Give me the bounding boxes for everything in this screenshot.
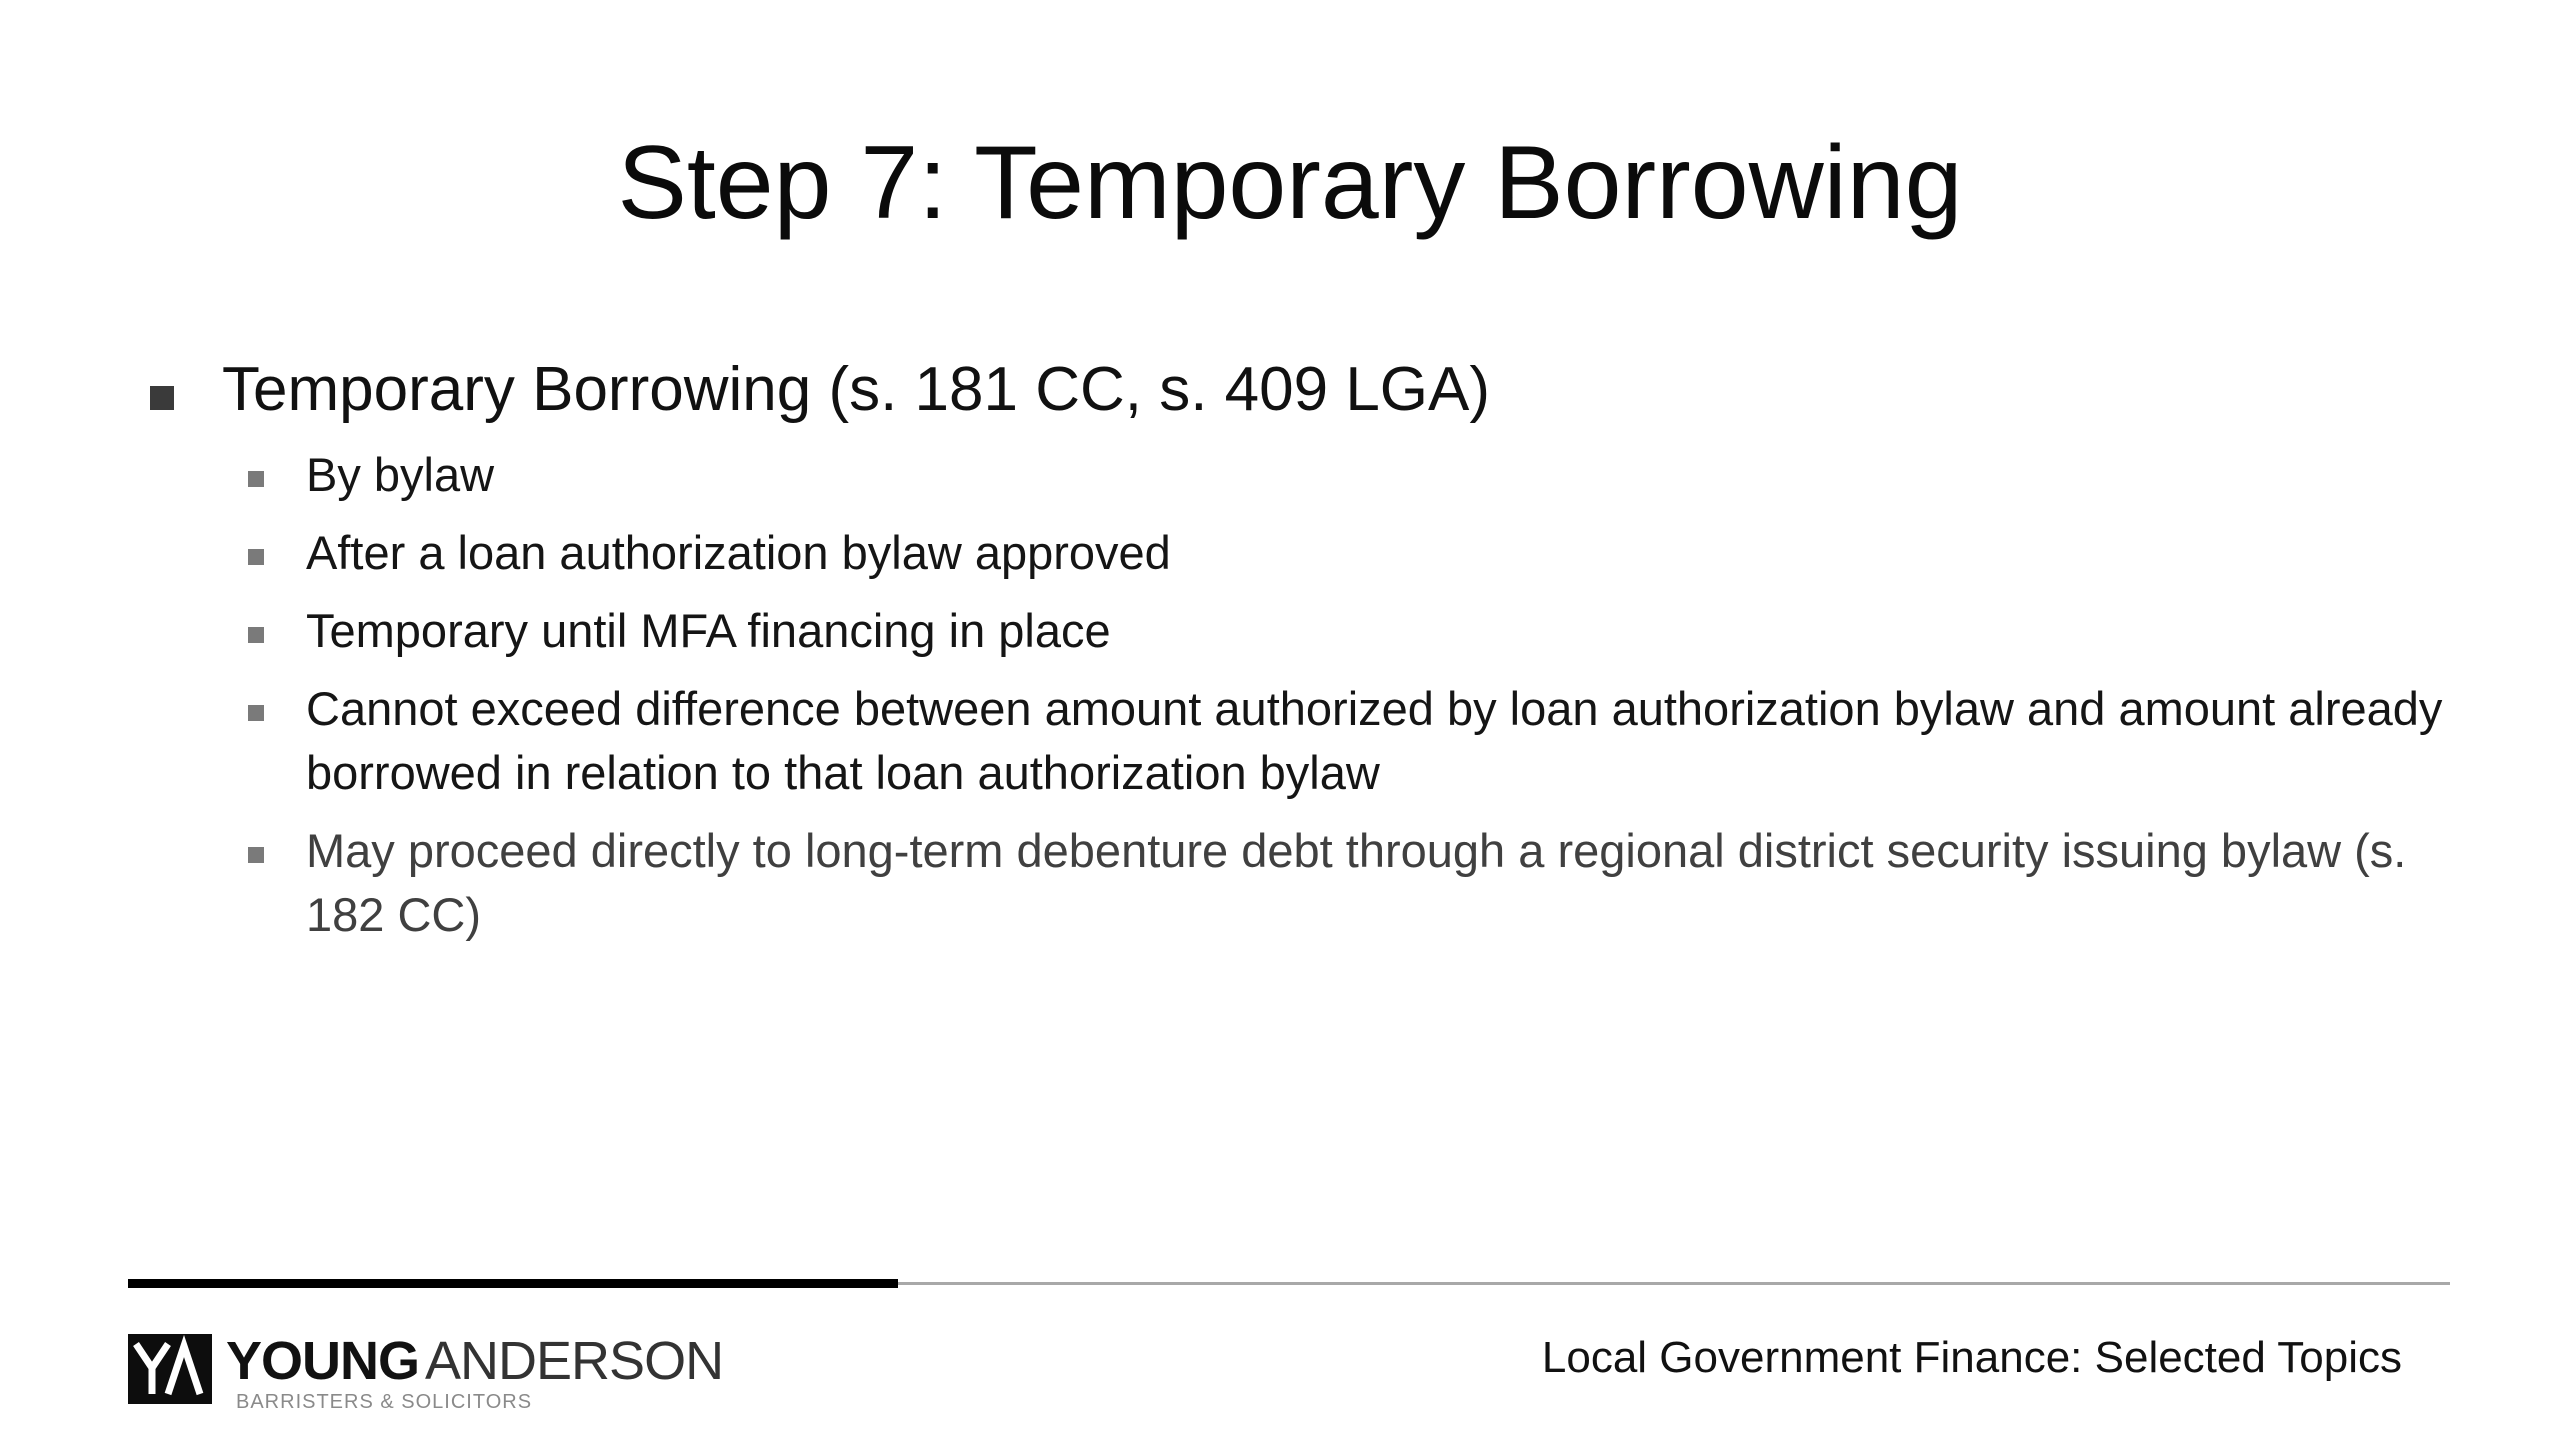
footer-course-title: Local Government Finance: Selected Topics — [1541, 1333, 2402, 1382]
main-bullet-point — [150, 345, 2450, 435]
sub-bullet-list — [248, 443, 2450, 947]
logo-name-light: ANDERSON — [425, 1331, 724, 1391]
slide-body — [150, 345, 2450, 961]
slide-title: Step 7: Temporary Borrowing — [617, 125, 1963, 241]
square-bullet-icon — [248, 549, 264, 565]
logo-wordmark — [226, 1331, 724, 1414]
main-point-text: Temporary Borrowing (s. 181 CC, s. 409 LGA) — [222, 355, 1491, 424]
sub-point-text: After a loan authorization bylaw approved — [306, 526, 1171, 579]
footer-divider-accent — [128, 1279, 898, 1288]
sub-point-text: Cannot exceed difference between amount authorized by loan authorization bylaw and amount already borrowed in relation to that loan authorization bylaw — [306, 682, 2443, 799]
sub-bullet-point — [248, 521, 2466, 585]
logo-firm-name — [226, 1331, 724, 1391]
square-bullet-icon — [248, 705, 264, 721]
sub-point-text: Temporary until MFA financing in place — [306, 604, 1111, 657]
sub-bullet-point — [248, 443, 2466, 507]
young-anderson-logo — [128, 1331, 724, 1413]
sub-bullet-point — [248, 677, 2466, 805]
sub-point-text: May proceed directly to long-term debenture debt through a regional district security issuing bylaw (s. 182 CC) — [306, 824, 2407, 941]
square-bullet-icon — [248, 471, 264, 487]
sub-bullet-point — [248, 819, 2466, 947]
sub-bullet-point — [248, 599, 2466, 663]
square-bullet-icon — [248, 627, 264, 643]
logo-name-bold: YOUNG — [226, 1331, 420, 1391]
logo-tagline: BARRISTERS & SOLICITORS — [236, 1391, 533, 1413]
square-bullet-icon — [150, 386, 174, 410]
sub-point-text: By bylaw — [306, 448, 495, 501]
ya-monogram-glyph — [128, 1334, 212, 1404]
square-bullet-icon — [248, 847, 264, 863]
ya-monogram-icon — [128, 1334, 212, 1404]
